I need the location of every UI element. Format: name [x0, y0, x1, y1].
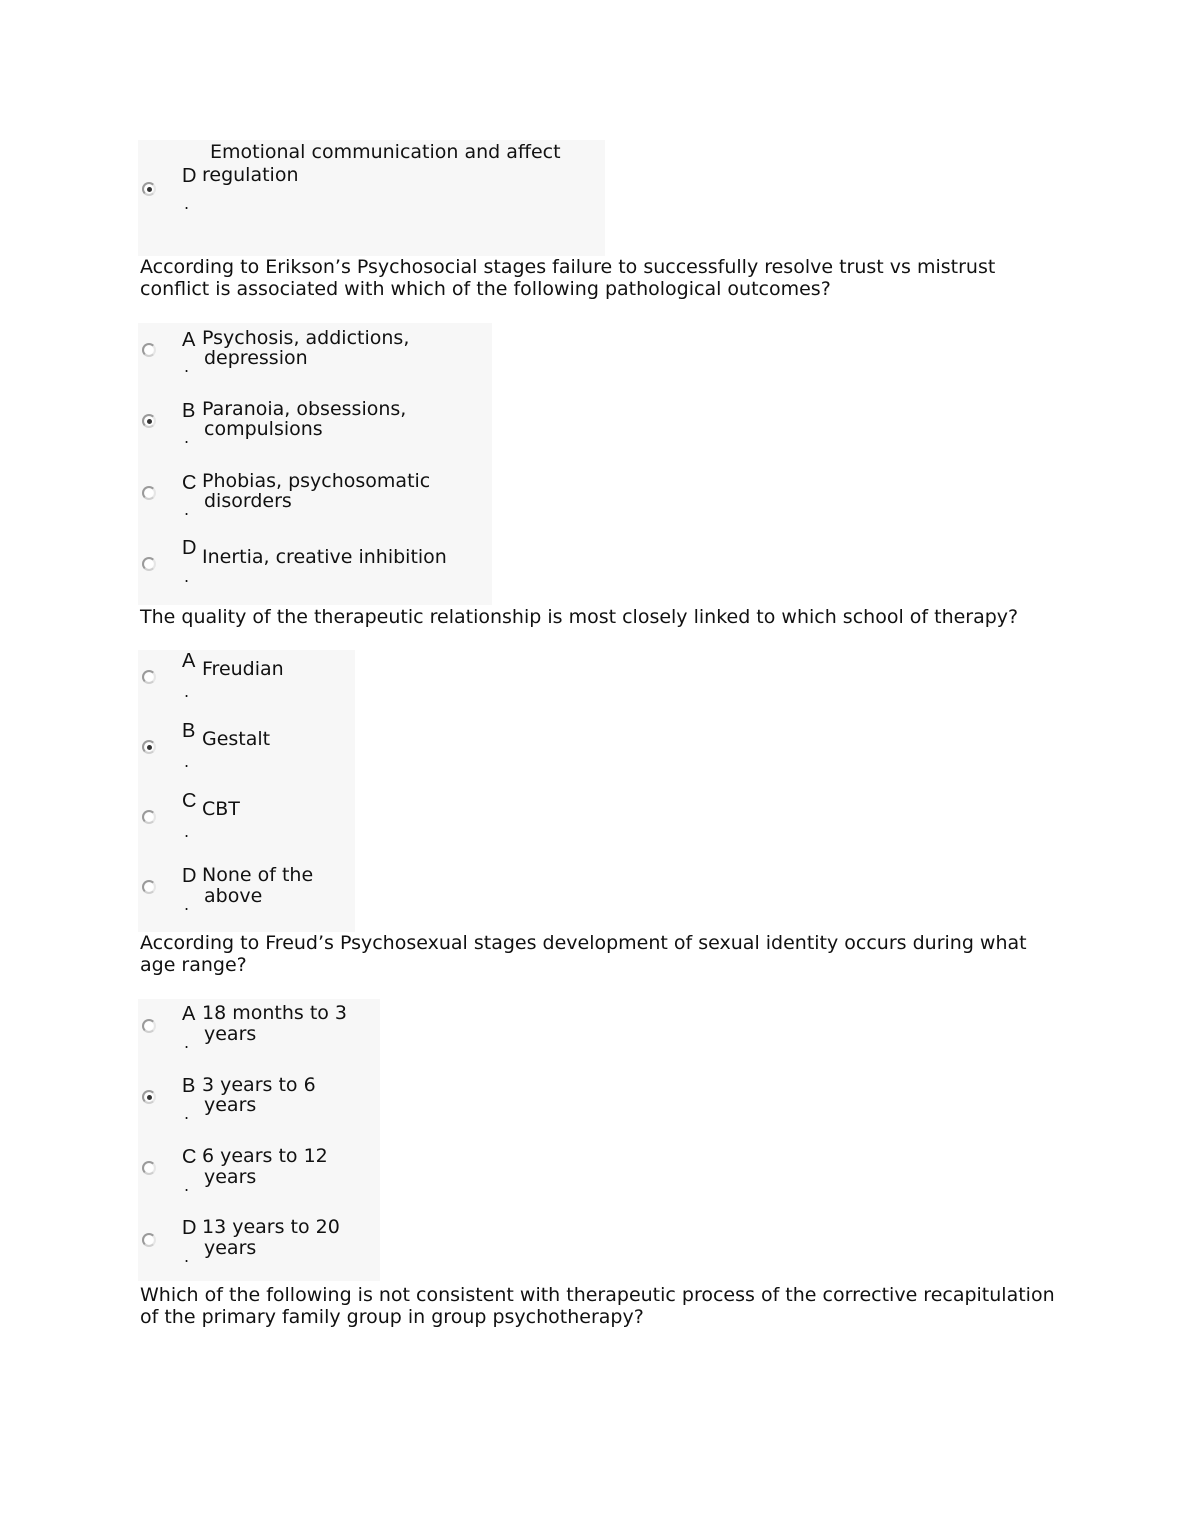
- radio-selected-icon[interactable]: [142, 740, 156, 754]
- answer-block-3: [138, 999, 380, 1281]
- question-2: The quality of the therapeutic relationship is most closely linked to which school of therapy?: [140, 606, 1019, 628]
- option-dot: .: [184, 1247, 190, 1266]
- radio-icon[interactable]: [142, 343, 156, 357]
- option-text-line1: Paranoia, obsessions,: [202, 398, 407, 420]
- option-letter: D: [182, 865, 197, 887]
- option-d[interactable]: [138, 537, 492, 607]
- option-c[interactable]: [138, 1141, 380, 1211]
- option-letter: A: [182, 650, 196, 672]
- option-text-line1: 18 months to 3: [202, 1002, 348, 1024]
- option-text-line1: 3 years to 6: [202, 1074, 316, 1096]
- radio-icon[interactable]: [142, 1161, 156, 1175]
- option-dot: .: [184, 428, 190, 447]
- option-dot: .: [184, 1176, 190, 1195]
- radio-icon[interactable]: [142, 1019, 156, 1033]
- option-text-line1: 6 years to 12: [202, 1145, 328, 1167]
- option-letter: C: [182, 1146, 197, 1168]
- option-text-line2: depression: [204, 347, 308, 369]
- answer-block-2: [138, 650, 355, 932]
- option-text-line1: Emotional communication and affect: [210, 141, 561, 163]
- option-text-line1: Freudian: [202, 658, 284, 680]
- option-letter: D: [182, 1217, 197, 1239]
- radio-icon[interactable]: [142, 557, 156, 571]
- option-dot: .: [184, 500, 190, 519]
- option-dot: .: [184, 567, 190, 586]
- option-c[interactable]: [138, 466, 492, 536]
- option-d[interactable]: [138, 860, 355, 930]
- radio-icon[interactable]: [142, 810, 156, 824]
- option-text-line2: years: [204, 1166, 257, 1188]
- option-dot: .: [184, 682, 190, 701]
- radio-icon[interactable]: [142, 1233, 156, 1247]
- option-a[interactable]: [138, 999, 380, 1069]
- option-d[interactable]: [138, 1212, 380, 1282]
- question-1: According to Erikson’s Psychosocial stages failure to successfully resolve trust vs mistrust conflict is associated with which of the following pathological outcomes?: [140, 256, 996, 300]
- option-a[interactable]: [138, 650, 355, 720]
- radio-icon[interactable]: [142, 486, 156, 500]
- option-dot: .: [184, 194, 190, 213]
- question-4: Which of the following is not consistent with therapeutic process of the corrective recapitulation of the primary family group in group psychotherapy?: [140, 1284, 1055, 1328]
- option-letter: C: [182, 790, 197, 812]
- answer-block-1: [138, 323, 492, 605]
- option-c[interactable]: [138, 790, 355, 860]
- question-3: According to Freud’s Psychosexual stages development of sexual identity occurs during what age range?: [140, 932, 1027, 976]
- option-b[interactable]: [138, 394, 492, 464]
- option-text-line1: Phobias, psychosomatic: [202, 470, 431, 492]
- radio-selected-icon[interactable]: [142, 1090, 156, 1104]
- option-text-line1: Psychosis, addictions,: [202, 327, 410, 349]
- option-text-line2: years: [204, 1094, 257, 1116]
- option-text-line2: compulsions: [204, 418, 323, 440]
- option-letter: C: [182, 472, 197, 494]
- option-letter: D: [182, 537, 197, 559]
- option-letter: B: [182, 400, 196, 422]
- option-text-line1: Gestalt: [202, 728, 271, 750]
- option-d[interactable]: [138, 140, 605, 256]
- option-text-line2: regulation: [202, 164, 299, 186]
- option-text-line2: above: [204, 885, 263, 907]
- option-b[interactable]: [138, 720, 355, 790]
- option-dot: .: [184, 822, 190, 841]
- option-letter: A: [182, 329, 196, 351]
- option-b[interactable]: [138, 1070, 380, 1140]
- option-dot: .: [184, 1033, 190, 1052]
- option-dot: .: [184, 1104, 190, 1123]
- option-text-line2: years: [204, 1237, 257, 1259]
- option-text-line1: CBT: [202, 798, 240, 820]
- option-text-line1: None of the: [202, 864, 314, 886]
- top-option-block: [138, 140, 605, 256]
- option-dot: .: [184, 357, 190, 376]
- radio-icon[interactable]: [142, 880, 156, 894]
- radio-icon[interactable]: [142, 670, 156, 684]
- option-a[interactable]: [138, 323, 492, 393]
- radio-selected-icon[interactable]: [142, 414, 156, 428]
- option-letter: A: [182, 1003, 196, 1025]
- option-letter: B: [182, 1075, 196, 1097]
- option-text-line1: 13 years to 20: [202, 1216, 340, 1238]
- option-letter: B: [182, 720, 196, 742]
- radio-selected-icon[interactable]: [142, 182, 156, 196]
- option-letter: D: [182, 165, 197, 187]
- option-text-line2: years: [204, 1023, 257, 1045]
- option-text-line2: disorders: [204, 490, 292, 512]
- option-dot: .: [184, 752, 190, 771]
- option-text-line1: Inertia, creative inhibition: [202, 546, 447, 568]
- option-dot: .: [184, 895, 190, 914]
